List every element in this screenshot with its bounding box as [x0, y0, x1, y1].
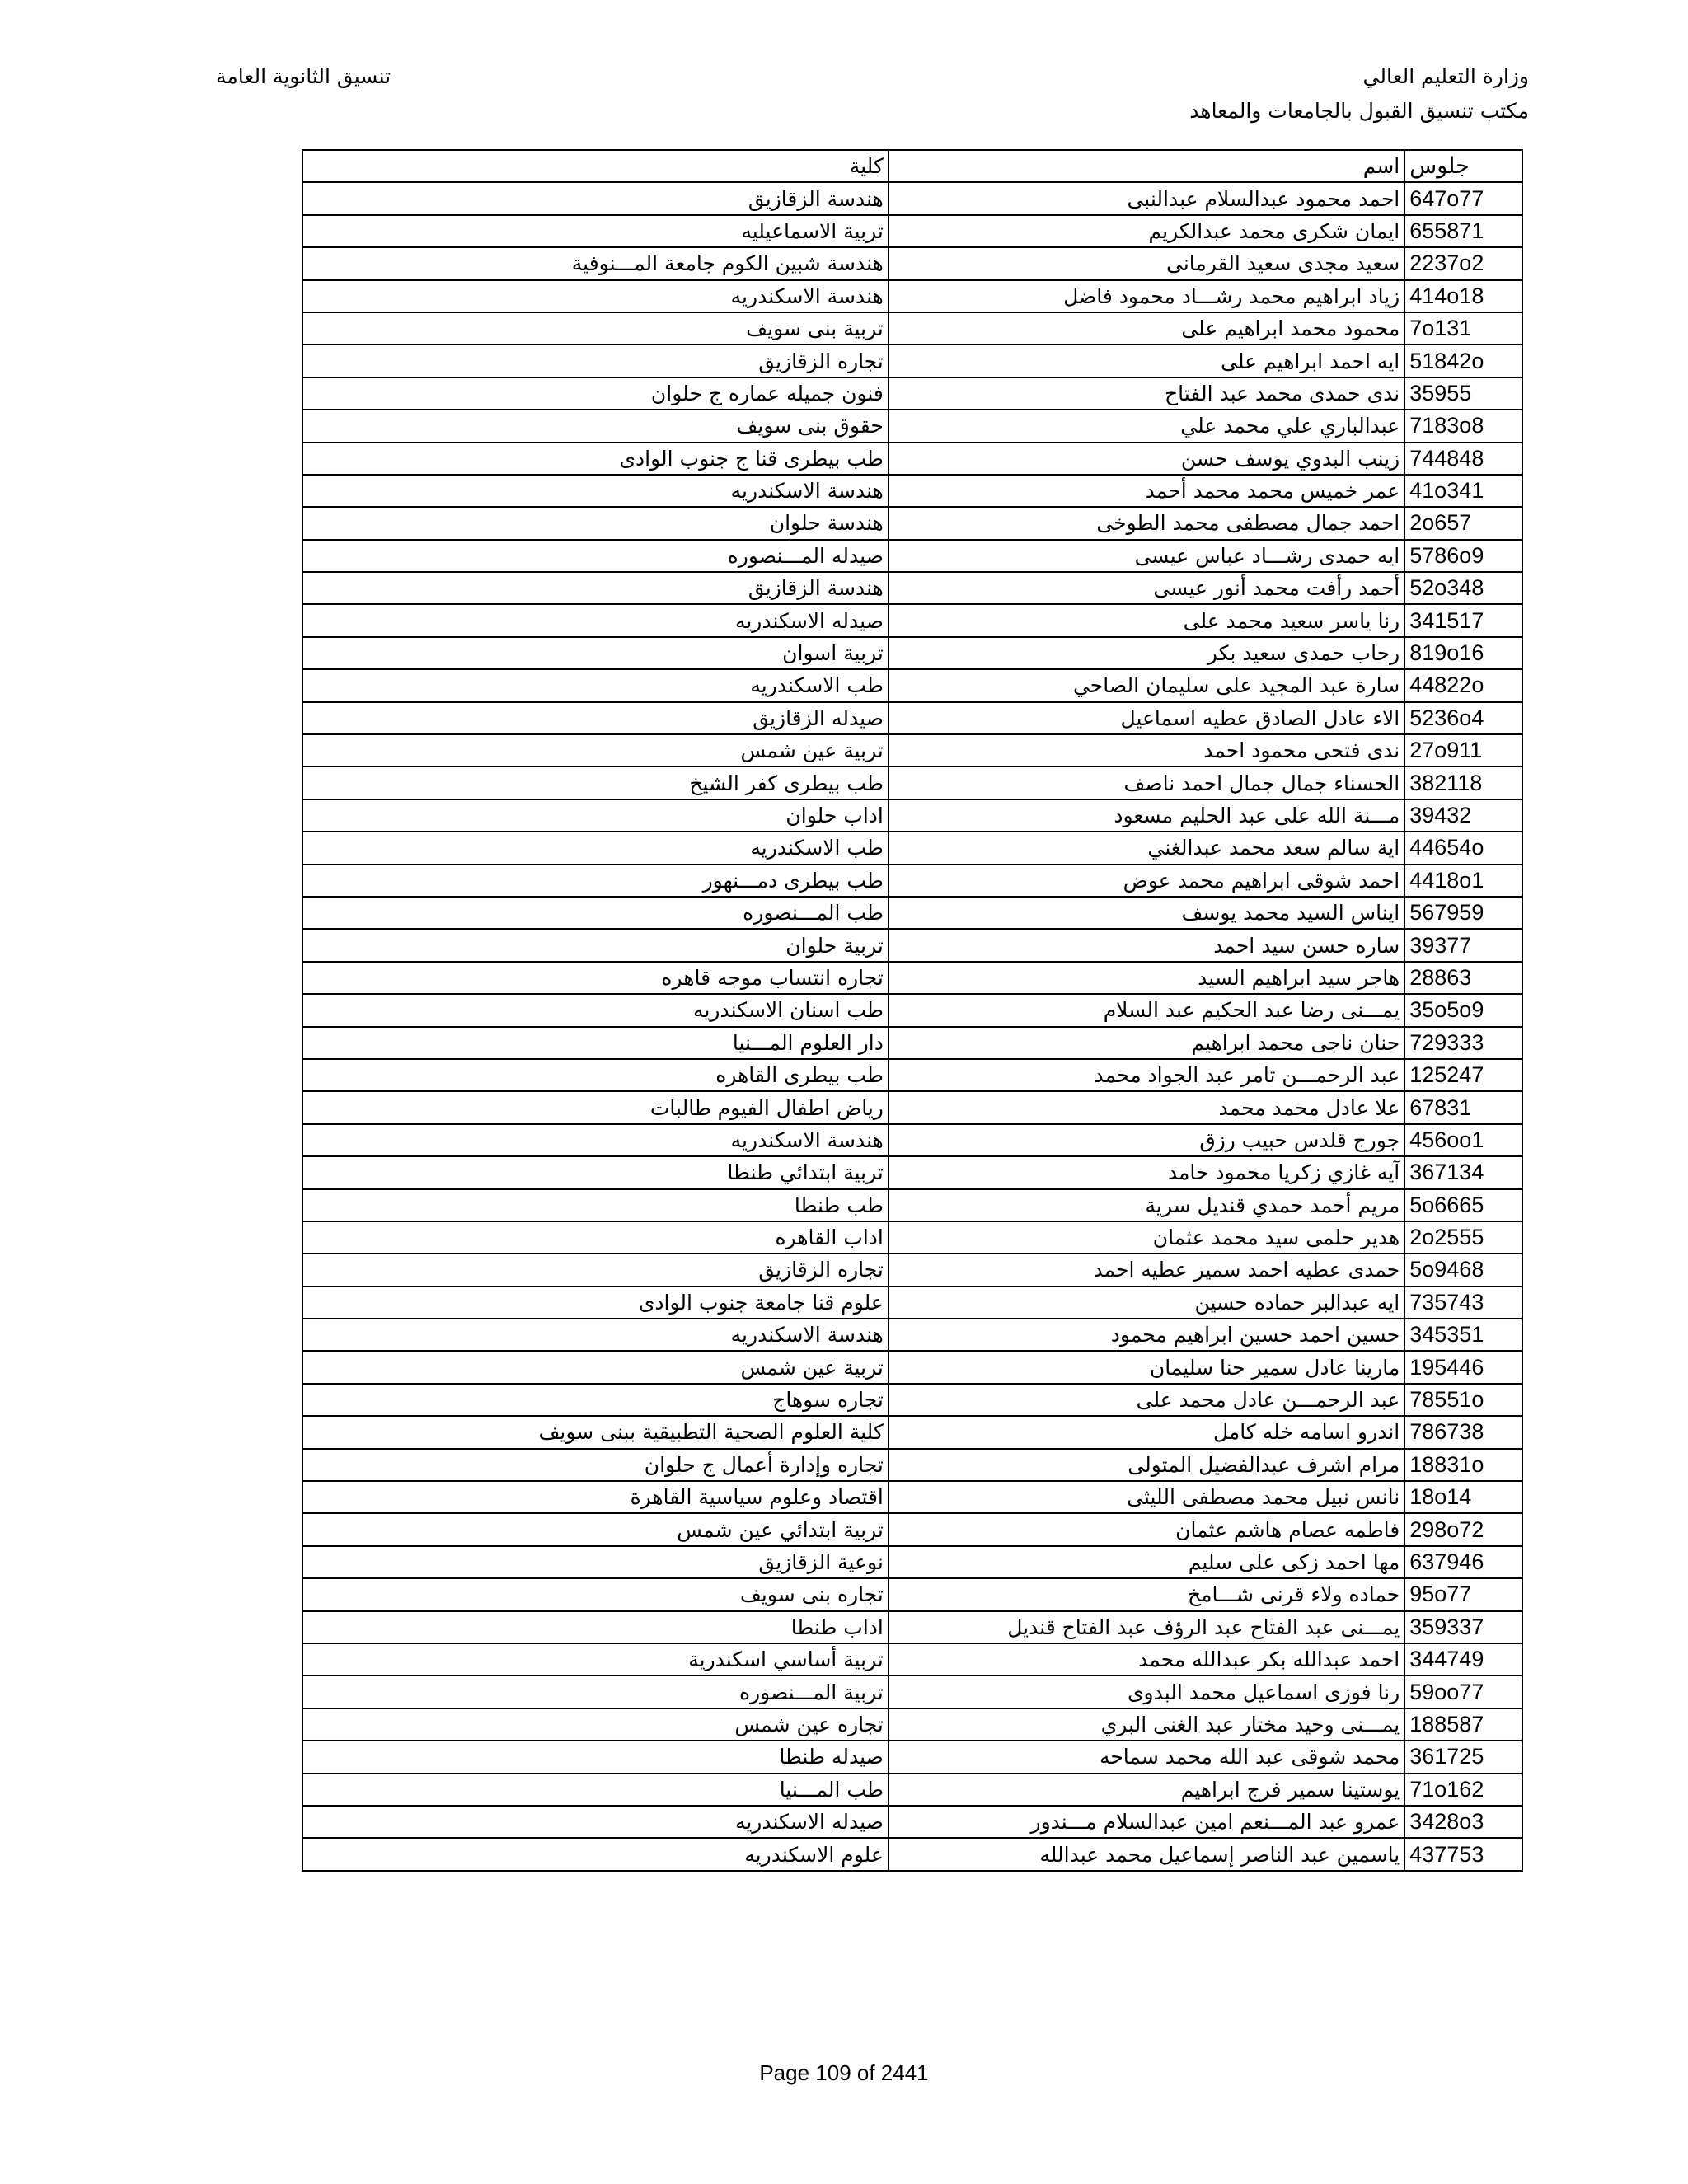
student-name-cell: حماده ولاء قرنى شـــامخ: [889, 1578, 1404, 1610]
student-name-cell: عمرو عبد المـــنعم امين عبدالسلام مـــندور: [889, 1806, 1404, 1838]
seat-number-cell: 367134: [1404, 1156, 1522, 1188]
table-row: [302, 1254, 1522, 1286]
table-row: [302, 799, 1522, 832]
faculty-cell: هندسة الاسكندريه: [302, 1124, 889, 1156]
seat-number-cell: 2o2555: [1404, 1221, 1522, 1254]
seat-number-cell: 28863: [1404, 962, 1522, 994]
table-row: [302, 1513, 1522, 1545]
faculty-cell: تربية ابتدائي عين شمس: [302, 1513, 889, 1545]
student-name-cell: ندى فتحى محمود احمد: [889, 734, 1404, 766]
column-header-faculty: كلية: [302, 150, 889, 182]
faculty-cell: طب بيطرى دمـــنهور: [302, 865, 889, 897]
table-row: [302, 1091, 1522, 1123]
table-header-row: [302, 150, 1522, 182]
table-row: [302, 1578, 1522, 1610]
faculty-cell: علوم الاسكندريه: [302, 1838, 889, 1870]
faculty-cell: تجاره سوهاج: [302, 1384, 889, 1416]
table-row: [302, 1838, 1522, 1870]
student-name-cell: يمـــنى عبد الفتاح عبد الرؤف عبد الفتاح قنديل: [889, 1611, 1404, 1643]
seat-number-cell: 437753: [1404, 1838, 1522, 1870]
table-row: [302, 1643, 1522, 1675]
faculty-cell: طب اسنان الاسكندريه: [302, 994, 889, 1026]
student-name-cell: سعيد مجدى سعيد القرمانى: [889, 247, 1404, 279]
seat-number-cell: 414o18: [1404, 280, 1522, 312]
seat-number-cell: 7o131: [1404, 312, 1522, 344]
page-number: Page 109 of 2441: [759, 2060, 929, 2085]
table-row: [302, 182, 1522, 214]
student-name-cell: ايناس السيد محمد يوسف: [889, 897, 1404, 929]
office-name: مكتب تنسيق القبول بالجامعات والمعاهد: [1189, 99, 1529, 123]
faculty-cell: علوم قنا جامعة جنوب الوادى: [302, 1286, 889, 1319]
seat-number-cell: 5786o9: [1404, 540, 1522, 572]
student-name-cell: رنا فوزى اسماعيل محمد البدوى: [889, 1675, 1404, 1708]
admissions-table: [302, 149, 1523, 1872]
table-row: [302, 1156, 1522, 1188]
table-row: [302, 1059, 1522, 1091]
faculty-cell: تجاره عين شمس: [302, 1708, 889, 1741]
student-name-cell: حنان ناجى محمد ابراهيم: [889, 1027, 1404, 1059]
seat-number-cell: 59oo77: [1404, 1675, 1522, 1708]
ministry-name: وزارة التعليم العالي: [1362, 64, 1529, 88]
student-name-cell: نانس نبيل محمد مصطفى الليثى: [889, 1481, 1404, 1513]
table-row: [302, 312, 1522, 344]
seat-number-cell: 637946: [1404, 1546, 1522, 1578]
student-name-cell: ايه حمدى رشـــاد عباس عيسى: [889, 540, 1404, 572]
seat-number-cell: 2o657: [1404, 507, 1522, 539]
student-name-cell: اية سالم سعد محمد عبدالغني: [889, 832, 1404, 864]
seat-number-cell: 7183o8: [1404, 410, 1522, 442]
student-name-cell: يمـــنى وحيد مختار عبد الغنى البري: [889, 1708, 1404, 1741]
student-name-cell: احمد شوقى ابراهيم محمد عوض: [889, 865, 1404, 897]
seat-number-cell: 39432: [1404, 799, 1522, 832]
student-name-cell: الحسناء جمال جمال احمد ناصف: [889, 766, 1404, 799]
faculty-cell: صيدله طنطا: [302, 1741, 889, 1773]
faculty-cell: تجاره بنى سويف: [302, 1578, 889, 1610]
table-row: [302, 1675, 1522, 1708]
student-name-cell: مارينا عادل سمير حنا سليمان: [889, 1351, 1404, 1383]
table-row: [302, 443, 1522, 475]
table-row: [302, 344, 1522, 377]
seat-number-cell: 125247: [1404, 1059, 1522, 1091]
seat-number-cell: 95o77: [1404, 1578, 1522, 1610]
seat-number-cell: 27o911: [1404, 734, 1522, 766]
student-name-cell: سارة عبد المجيد على سليمان الصاحي: [889, 669, 1404, 701]
seat-number-cell: 71o162: [1404, 1774, 1522, 1806]
seat-number-cell: 188587: [1404, 1708, 1522, 1741]
table-row: [302, 702, 1522, 734]
table-row: [302, 215, 1522, 247]
student-name-cell: عبدالباري علي محمد علي: [889, 410, 1404, 442]
faculty-cell: تربية حلوان: [302, 929, 889, 961]
table-row: [302, 1124, 1522, 1156]
table-row: [302, 1546, 1522, 1578]
header-ministry-block: [1189, 59, 1529, 129]
seat-number-cell: 359337: [1404, 1611, 1522, 1643]
table-row: [302, 669, 1522, 701]
table-row: [302, 832, 1522, 864]
table-row: [302, 994, 1522, 1026]
faculty-cell: تجاره الزقازيق: [302, 344, 889, 377]
faculty-cell: اداب طنطا: [302, 1611, 889, 1643]
table-row: [302, 247, 1522, 279]
faculty-cell: طب بيطرى قنا ج جنوب الوادى: [302, 443, 889, 475]
faculty-cell: فنون جميله عماره ج حلوان: [302, 377, 889, 410]
student-name-cell: ايه احمد ابراهيم على: [889, 344, 1404, 377]
student-name-cell: مها احمد زكى على سليم: [889, 1546, 1404, 1578]
table-row: [302, 1481, 1522, 1513]
column-header-seat: جلوس: [1404, 150, 1522, 182]
student-name-cell: رحاب حمدى سعيد بكر: [889, 637, 1404, 669]
faculty-cell: طب بيطرى كفر الشيخ: [302, 766, 889, 799]
faculty-cell: رياض اطفال الفيوم طالبات: [302, 1091, 889, 1123]
student-name-cell: الاء عادل الصادق عطيه اسماعيل: [889, 702, 1404, 734]
seat-number-cell: 3428o3: [1404, 1806, 1522, 1838]
table-row: [302, 1611, 1522, 1643]
seat-number-cell: 819o16: [1404, 637, 1522, 669]
student-name-cell: عمر خميس محمد محمد أحمد: [889, 475, 1404, 507]
student-name-cell: حمدى عطيه احمد سمير عطيه احمد: [889, 1254, 1404, 1286]
seat-number-cell: 51842o: [1404, 344, 1522, 377]
student-name-cell: محمد شوقى عبد الله محمد سماحه: [889, 1741, 1404, 1773]
table-row: [302, 540, 1522, 572]
table-row: [302, 1708, 1522, 1741]
seat-number-cell: 41o341: [1404, 475, 1522, 507]
faculty-cell: تربية عين شمس: [302, 1351, 889, 1383]
seat-number-cell: 5o9468: [1404, 1254, 1522, 1286]
table-row: [302, 1741, 1522, 1773]
table-row: [302, 1806, 1522, 1838]
table-row: [302, 1449, 1522, 1481]
student-name-cell: مرام اشرف عبدالفضيل المتولى: [889, 1449, 1404, 1481]
seat-number-cell: 345351: [1404, 1319, 1522, 1351]
faculty-cell: اداب القاهره: [302, 1221, 889, 1254]
student-name-cell: هاجر سيد ابراهيم السيد: [889, 962, 1404, 994]
table-row: [302, 1319, 1522, 1351]
seat-number-cell: 5236o4: [1404, 702, 1522, 734]
student-name-cell: اندرو اسامه خله كامل: [889, 1416, 1404, 1448]
student-name-cell: هدير حلمى سيد محمد عثمان: [889, 1221, 1404, 1254]
student-name-cell: احمد محمود عبدالسلام عبدالنبى: [889, 182, 1404, 214]
seat-number-cell: 78551o: [1404, 1384, 1522, 1416]
student-name-cell: أحمد رأفت محمد أنور عيسى: [889, 572, 1404, 604]
faculty-cell: صيدله المـــنصوره: [302, 540, 889, 572]
table-row: [302, 280, 1522, 312]
faculty-cell: دار العلوم المـــنيا: [302, 1027, 889, 1059]
table-row: [302, 1221, 1522, 1254]
table-row: [302, 507, 1522, 539]
seat-number-cell: 298o72: [1404, 1513, 1522, 1545]
seat-number-cell: 456oo1: [1404, 1124, 1522, 1156]
seat-number-cell: 744848: [1404, 443, 1522, 475]
student-name-cell: فاطمه عصام هاشم عثمان: [889, 1513, 1404, 1545]
seat-number-cell: 67831: [1404, 1091, 1522, 1123]
faculty-cell: تربية عين شمس: [302, 734, 889, 766]
seat-number-cell: 52o348: [1404, 572, 1522, 604]
seat-number-cell: 35955: [1404, 377, 1522, 410]
seat-number-cell: 655871: [1404, 215, 1522, 247]
student-name-cell: احمد عبدالله بكر عبدالله محمد: [889, 1643, 1404, 1675]
seat-number-cell: 44654o: [1404, 832, 1522, 864]
faculty-cell: كلية العلوم الصحية التطبيقية ببنى سويف: [302, 1416, 889, 1448]
table-row: [302, 1027, 1522, 1059]
student-name-cell: ندى حمدى محمد عبد الفتاح: [889, 377, 1404, 410]
faculty-cell: هندسة الاسكندريه: [302, 280, 889, 312]
document-title: تنسيق الثانوية العامة: [216, 64, 392, 88]
student-name-cell: احمد جمال مصطفى محمد الطوخى: [889, 507, 1404, 539]
faculty-cell: طب الاسكندريه: [302, 832, 889, 864]
faculty-cell: صيدله الاسكندريه: [302, 1806, 889, 1838]
table-row: [302, 929, 1522, 961]
table-row: [302, 734, 1522, 766]
student-name-cell: جورج قلدس حبيب رزق: [889, 1124, 1404, 1156]
seat-number-cell: 341517: [1404, 604, 1522, 636]
seat-number-cell: 44822o: [1404, 669, 1522, 701]
admissions-table-body: [302, 150, 1522, 1871]
faculty-cell: تربية بنى سويف: [302, 312, 889, 344]
faculty-cell: هندسة شبين الكوم جامعة المـــنوفية: [302, 247, 889, 279]
faculty-cell: هندسة الاسكندريه: [302, 1319, 889, 1351]
faculty-cell: اقتصاد وعلوم سياسية القاهرة: [302, 1481, 889, 1513]
faculty-cell: طب الاسكندريه: [302, 669, 889, 701]
table-row: [302, 1286, 1522, 1319]
seat-number-cell: 18o14: [1404, 1481, 1522, 1513]
student-name-cell: آيه غازي زكريا محمود حامد: [889, 1156, 1404, 1188]
seat-number-cell: 647o77: [1404, 182, 1522, 214]
student-name-cell: مـــنة الله على عبد الحليم مسعود: [889, 799, 1404, 832]
seat-number-cell: 2237o2: [1404, 247, 1522, 279]
faculty-cell: طب المـــنصوره: [302, 897, 889, 929]
seat-number-cell: 39377: [1404, 929, 1522, 961]
faculty-cell: تربية المـــنصوره: [302, 1675, 889, 1708]
student-name-cell: زينب البدوي يوسف حسن: [889, 443, 1404, 475]
table-row: [302, 572, 1522, 604]
table-row: [302, 637, 1522, 669]
table-row: [302, 1416, 1522, 1448]
faculty-cell: هندسة الاسكندريه: [302, 475, 889, 507]
table-row: [302, 377, 1522, 410]
table-row: [302, 897, 1522, 929]
faculty-cell: هندسة حلوان: [302, 507, 889, 539]
student-name-cell: محمود محمد ابراهيم على: [889, 312, 1404, 344]
table-row: [302, 1384, 1522, 1416]
seat-number-cell: 195446: [1404, 1351, 1522, 1383]
table-row: [302, 475, 1522, 507]
faculty-cell: حقوق بنى سويف: [302, 410, 889, 442]
faculty-cell: تجاره وإدارة أعمال ج حلوان: [302, 1449, 889, 1481]
table-row: [302, 1189, 1522, 1221]
student-name-cell: مريم أحمد حمدي قنديل سرية: [889, 1189, 1404, 1221]
student-name-cell: يمـــنى رضا عبد الحكيم عبد السلام: [889, 994, 1404, 1026]
seat-number-cell: 786738: [1404, 1416, 1522, 1448]
faculty-cell: هندسة الزقازيق: [302, 182, 889, 214]
seat-number-cell: 18831o: [1404, 1449, 1522, 1481]
column-header-name: اسم: [889, 150, 1404, 182]
faculty-cell: تربية أساسي اسكندرية: [302, 1643, 889, 1675]
student-name-cell: ساره حسن سيد احمد: [889, 929, 1404, 961]
table-row: [302, 604, 1522, 636]
seat-number-cell: 35o5o9: [1404, 994, 1522, 1026]
seat-number-cell: 361725: [1404, 1741, 1522, 1773]
student-name-cell: ياسمين عبد الناصر إسماعيل محمد عبدالله: [889, 1838, 1404, 1870]
seat-number-cell: 5o6665: [1404, 1189, 1522, 1221]
seat-number-cell: 567959: [1404, 897, 1522, 929]
seat-number-cell: 344749: [1404, 1643, 1522, 1675]
faculty-cell: تربية ابتدائي طنطا: [302, 1156, 889, 1188]
seat-number-cell: 735743: [1404, 1286, 1522, 1319]
faculty-cell: صيدله الزقازيق: [302, 702, 889, 734]
student-name-cell: زياد ابراهيم محمد رشـــاد محمود فاضل: [889, 280, 1404, 312]
faculty-cell: نوعية الزقازيق: [302, 1546, 889, 1578]
student-name-cell: يوستينا سمير فرج ابراهيم: [889, 1774, 1404, 1806]
table-row: [302, 410, 1522, 442]
table-row: [302, 865, 1522, 897]
table-row: [302, 1774, 1522, 1806]
faculty-cell: تجاره الزقازيق: [302, 1254, 889, 1286]
student-name-cell: رنا ياسر سعيد محمد على: [889, 604, 1404, 636]
faculty-cell: طب المـــنيا: [302, 1774, 889, 1806]
student-name-cell: حسين احمد حسين ابراهيم محمود: [889, 1319, 1404, 1351]
table-row: [302, 1351, 1522, 1383]
seat-number-cell: 729333: [1404, 1027, 1522, 1059]
seat-number-cell: 382118: [1404, 766, 1522, 799]
student-name-cell: ايمان شكرى محمد عبدالكريم: [889, 215, 1404, 247]
student-name-cell: عبد الرحمـــن عادل محمد على: [889, 1384, 1404, 1416]
faculty-cell: اداب حلوان: [302, 799, 889, 832]
faculty-cell: هندسة الزقازيق: [302, 572, 889, 604]
student-name-cell: ايه عبدالبر حماده حسين: [889, 1286, 1404, 1319]
table-row: [302, 766, 1522, 799]
table-row: [302, 962, 1522, 994]
student-name-cell: علا عادل محمد محمد: [889, 1091, 1404, 1123]
faculty-cell: تربية الاسماعيليه: [302, 215, 889, 247]
student-name-cell: عبد الرحمـــن تامر عبد الجواد محمد: [889, 1059, 1404, 1091]
faculty-cell: تجاره انتساب موجه قاهره: [302, 962, 889, 994]
faculty-cell: تربية اسوان: [302, 637, 889, 669]
faculty-cell: صيدله الاسكندريه: [302, 604, 889, 636]
seat-number-cell: 4418o1: [1404, 865, 1522, 897]
faculty-cell: طب طنطا: [302, 1189, 889, 1221]
faculty-cell: طب بيطرى القاهره: [302, 1059, 889, 1091]
